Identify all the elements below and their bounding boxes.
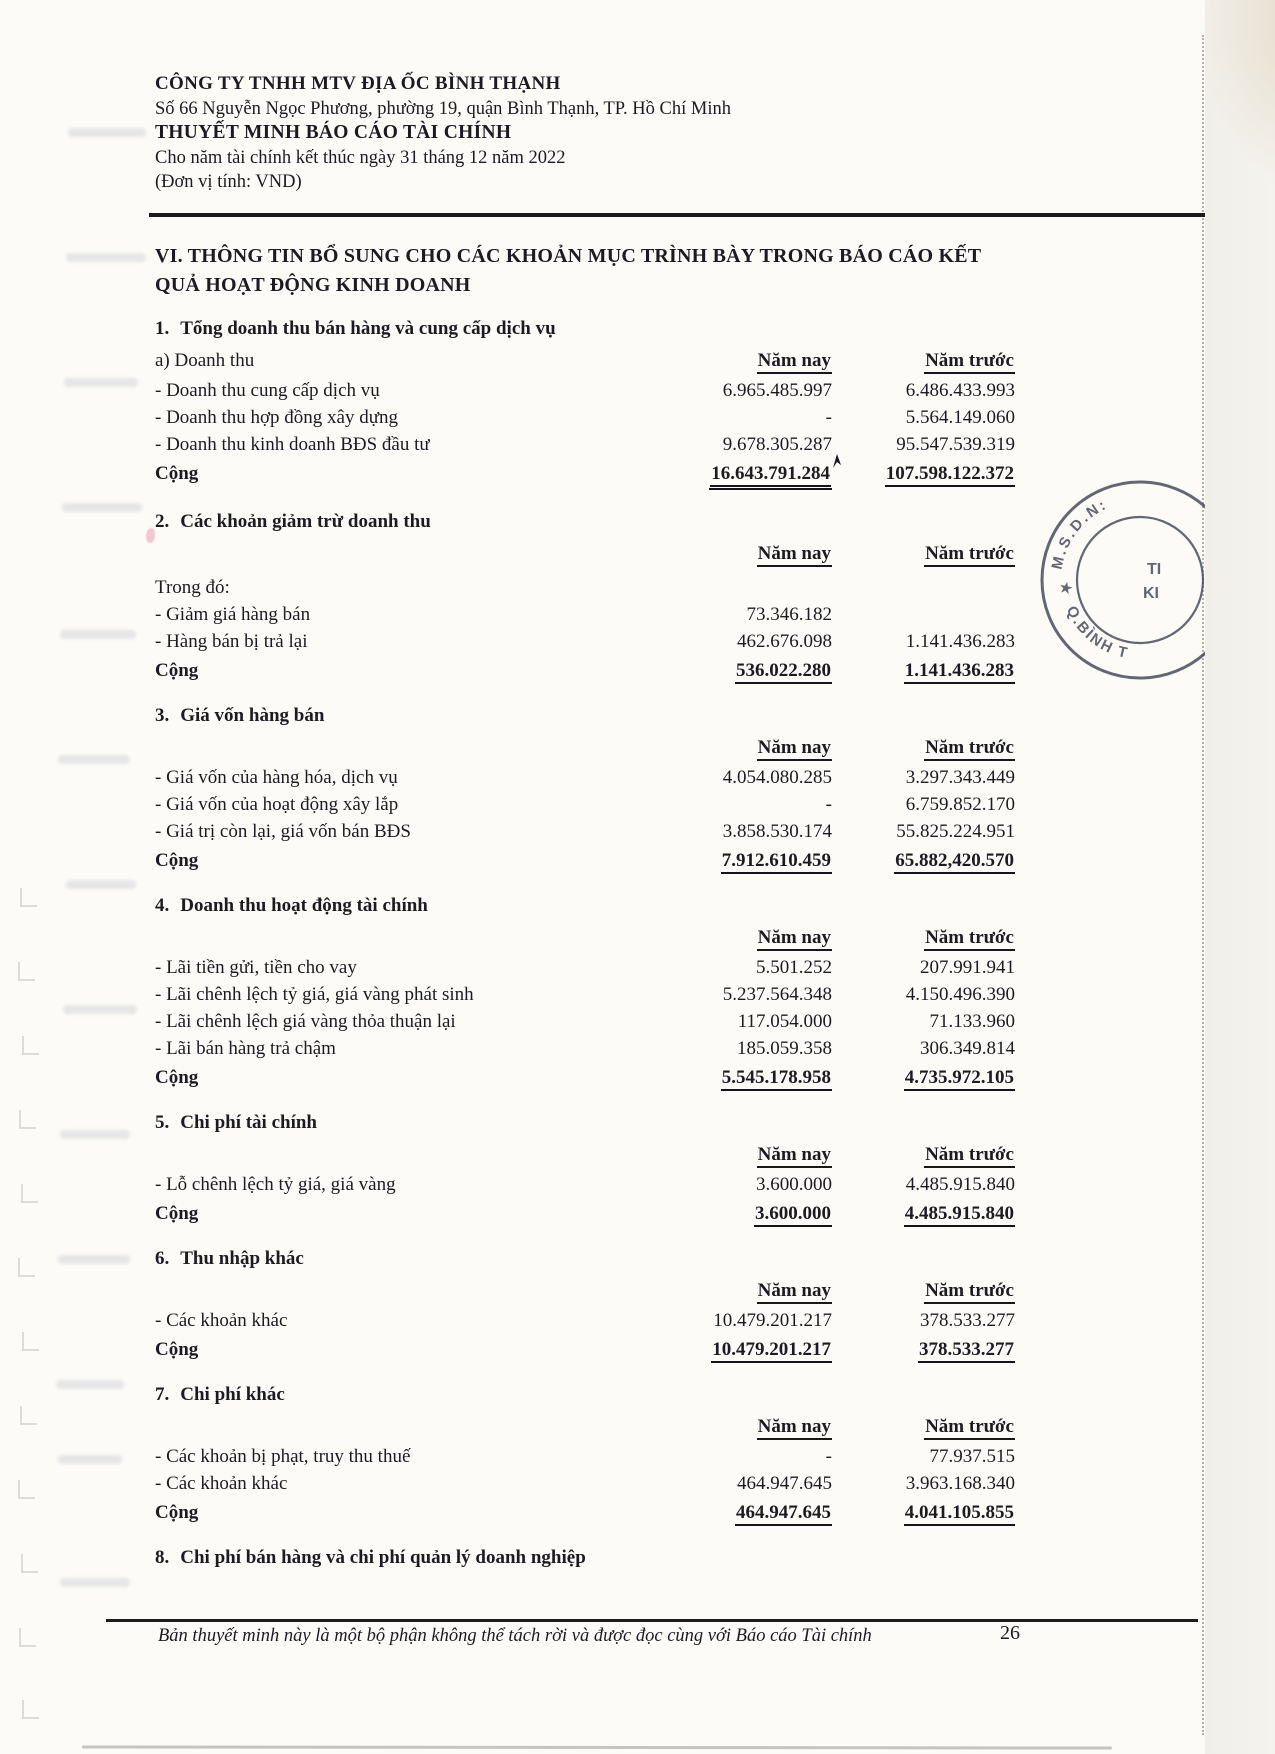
table-row bbox=[155, 764, 1015, 791]
binder-mark bbox=[20, 888, 37, 907]
section-title: Giá vốn hàng bán bbox=[180, 705, 325, 726]
total-row bbox=[155, 657, 1015, 684]
total-prior-value: 107.598.122.372 bbox=[832, 460, 1015, 490]
section-3-heading bbox=[155, 702, 1015, 729]
total-current-value: 7.912.610.459 bbox=[657, 847, 832, 874]
table-row bbox=[155, 1307, 1015, 1334]
section-title: Các khoản giảm trừ doanh thu bbox=[180, 511, 431, 532]
column-header-current: Năm nay bbox=[657, 1413, 832, 1440]
stamp-arc-text-bottom: Q.BÌNH T bbox=[1062, 603, 1131, 663]
row-prior-value: 95.547.539.319 bbox=[896, 434, 1015, 455]
pen-tick-mark-icon bbox=[832, 454, 843, 469]
stamp-arc-text-top: M.S.D.N: bbox=[1048, 495, 1111, 571]
note-label: Trong đó: bbox=[155, 577, 230, 598]
total-prior-value: 4.735.972.105 bbox=[832, 1064, 1015, 1091]
section-title: Thu nhập khác bbox=[180, 1248, 304, 1269]
total-current-value: 16.643.791.284 bbox=[657, 460, 832, 490]
row-label: - Lãi tiền gửi, tiền cho vay bbox=[155, 957, 357, 978]
total-label: Cộng bbox=[155, 1502, 199, 1523]
row-prior-value: 3.297.343.449 bbox=[905, 767, 1015, 788]
currency-unit: (Đơn vị tính: VND) bbox=[155, 172, 302, 192]
table-row bbox=[155, 628, 1015, 655]
total-row bbox=[155, 1200, 1015, 1227]
column-header-row bbox=[155, 347, 1015, 374]
table-row bbox=[155, 431, 1015, 458]
bleed-through-mark bbox=[60, 630, 136, 639]
paper-edge-line bbox=[1202, 35, 1204, 1735]
column-header-current: Năm nay bbox=[657, 540, 832, 567]
column-header-prior: Năm trước bbox=[832, 347, 1015, 374]
section-number: 6. bbox=[155, 1248, 170, 1269]
scanner-shadow-line bbox=[82, 1745, 1112, 1749]
total-current-value: 3.600.000 bbox=[657, 1200, 832, 1227]
row-prior-value: 306.349.814 bbox=[920, 1038, 1015, 1059]
total-label: Cộng bbox=[155, 1339, 199, 1360]
row-current-value: 117.054.000 bbox=[737, 1011, 832, 1032]
bleed-through-mark bbox=[56, 1380, 124, 1389]
binder-mark bbox=[21, 1554, 38, 1573]
total-row bbox=[155, 847, 1015, 874]
row-label: - Doanh thu hợp đồng xây dựng bbox=[155, 407, 399, 428]
column-header-row bbox=[155, 924, 1015, 951]
row-label: - Các khoản khác bbox=[155, 1310, 288, 1331]
row-prior-value: 55.825.224.951 bbox=[896, 821, 1015, 842]
row-label: - Lãi chênh lệch tỷ giá, giá vàng phát sinh bbox=[155, 984, 474, 1005]
section-title: Chi phí tài chính bbox=[180, 1112, 317, 1133]
row-label: - Giảm giá hàng bán bbox=[155, 604, 311, 625]
total-prior-value: 1.141.436.283 bbox=[832, 657, 1015, 684]
table-row bbox=[155, 1443, 1015, 1470]
section-title: Doanh thu hoạt động tài chính bbox=[180, 895, 428, 916]
table-row bbox=[155, 404, 1015, 431]
total-row bbox=[155, 1064, 1015, 1091]
row-current-value: 9.678.305.287 bbox=[722, 434, 832, 455]
bleed-through-mark bbox=[66, 253, 146, 262]
section-5-heading bbox=[155, 1109, 1015, 1136]
binder-mark bbox=[22, 1700, 39, 1719]
bleed-through-mark bbox=[62, 503, 142, 512]
column-header-row bbox=[155, 1141, 1015, 1168]
table-row bbox=[155, 1171, 1015, 1198]
column-header-prior: Năm trước bbox=[832, 924, 1015, 951]
row-label: - Giá vốn của hàng hóa, dịch vụ bbox=[155, 767, 398, 788]
section-1-heading bbox=[155, 315, 1015, 342]
column-header-row bbox=[155, 734, 1015, 761]
row-prior-value bbox=[832, 601, 1015, 628]
row-label: - Lỗ chênh lệch tỷ giá, giá vàng bbox=[155, 1174, 396, 1195]
table-row bbox=[155, 791, 1015, 818]
binder-mark bbox=[18, 1480, 35, 1499]
total-current-value: 464.947.645 bbox=[657, 1499, 832, 1526]
column-header-prior: Năm trước bbox=[832, 1141, 1015, 1168]
row-current-value: - bbox=[825, 1446, 832, 1467]
header-divider bbox=[149, 213, 1205, 217]
section-number: 2. bbox=[155, 511, 170, 532]
row-current-value: 4.054.080.285 bbox=[722, 767, 832, 788]
column-header-prior: Năm trước bbox=[832, 540, 1015, 567]
bleed-through-mark bbox=[63, 1005, 137, 1014]
row-label: - Doanh thu kinh doanh BĐS đầu tư bbox=[155, 434, 430, 455]
footer-note: Bản thuyết minh này là một bộ phận không thể tách rời và được đọc cùng với Báo cáo Tài chính bbox=[158, 1626, 872, 1646]
column-header-current: Năm nay bbox=[657, 734, 832, 761]
row-current-value: - bbox=[825, 407, 832, 428]
total-prior-value: 4.485.915.840 bbox=[832, 1200, 1015, 1227]
table-row bbox=[155, 818, 1015, 845]
row-current-value: 185.059.358 bbox=[737, 1038, 832, 1059]
section-number: 7. bbox=[155, 1384, 170, 1405]
total-prior-value: 4.041.105.855 bbox=[832, 1499, 1015, 1526]
row-label: - Lãi bán hàng trả chậm bbox=[155, 1038, 336, 1059]
row-current-value: 3.858.530.174 bbox=[722, 821, 832, 842]
section-8-heading bbox=[155, 1544, 1015, 1571]
binder-mark bbox=[19, 1628, 36, 1647]
bleed-through-mark bbox=[68, 128, 146, 137]
svg-text:★ bbox=[1058, 581, 1075, 596]
stamp-center-line2: KI bbox=[1143, 585, 1159, 602]
notes-content bbox=[155, 242, 1015, 1571]
row-current-value: 10.479.201.217 bbox=[713, 1310, 832, 1331]
section-number: 4. bbox=[155, 895, 170, 916]
total-label: Cộng bbox=[155, 1067, 199, 1088]
section-vi-title-line1: VI. THÔNG TIN BỔ SUNG CHO CÁC KHOẢN MỤC TRÌNH BÀY TRONG BÁO CÁO KẾT bbox=[155, 245, 982, 267]
binder-mark bbox=[22, 1332, 39, 1351]
total-label: Cộng bbox=[155, 1203, 199, 1224]
row-prior-value: 77.937.515 bbox=[929, 1446, 1015, 1467]
total-row bbox=[155, 1499, 1015, 1526]
company-name: CÔNG TY TNHH MTV ĐỊA ỐC BÌNH THẠNH bbox=[155, 73, 561, 94]
total-prior-value: 378.533.277 bbox=[832, 1336, 1015, 1363]
table-row bbox=[155, 981, 1015, 1008]
section-4-heading bbox=[155, 892, 1015, 919]
bleed-through-mark bbox=[60, 1578, 130, 1587]
total-row bbox=[155, 1336, 1015, 1363]
scan-background-strip bbox=[1205, 0, 1275, 1754]
column-header-row bbox=[155, 1277, 1015, 1304]
row-label: - Các khoản khác bbox=[155, 1473, 288, 1494]
section-title: Chi phí bán hàng và chi phí quản lý doanh nghiệp bbox=[180, 1547, 586, 1568]
total-prior-value: 65.882,420.570 bbox=[832, 847, 1015, 874]
binder-mark bbox=[18, 962, 35, 981]
table-row bbox=[155, 601, 1015, 628]
column-header-current: Năm nay bbox=[657, 1277, 832, 1304]
row-current-value: 6.965.485.997 bbox=[722, 380, 832, 401]
bleed-through-mark bbox=[58, 755, 130, 764]
row-current-value: - bbox=[825, 794, 832, 815]
stamp-center-line1: TI bbox=[1147, 561, 1162, 578]
row-prior-value: 6.759.852.170 bbox=[905, 794, 1015, 815]
row-current-value: 464.947.645 bbox=[737, 1473, 832, 1494]
binder-mark bbox=[22, 1036, 39, 1055]
footer-divider bbox=[106, 1619, 1198, 1622]
company-seal-stamp bbox=[1025, 452, 1205, 700]
section-vi-title-line2: QUẢ HOẠT ĐỘNG KINH DOANH bbox=[155, 274, 471, 296]
row-prior-value: 4.485.915.840 bbox=[905, 1174, 1015, 1195]
company-address: Số 66 Nguyễn Ngọc Phương, phường 19, quận Bình Thạnh, TP. Hồ Chí Minh bbox=[155, 98, 731, 119]
row-prior-value: 71.133.960 bbox=[929, 1011, 1015, 1032]
row-label: - Giá vốn của hoạt động xây lắp bbox=[155, 794, 399, 815]
table-row bbox=[155, 1008, 1015, 1035]
column-header-prior: Năm trước bbox=[832, 734, 1015, 761]
row-current-value: 5.501.252 bbox=[756, 957, 832, 978]
section-title: Chi phí khác bbox=[180, 1384, 285, 1405]
section-number: 5. bbox=[155, 1112, 170, 1133]
table-row bbox=[155, 377, 1015, 404]
bleed-through-mark bbox=[58, 1455, 122, 1464]
row-current-value: 73.346.182 bbox=[746, 604, 832, 625]
note-row bbox=[155, 574, 1015, 601]
stamp-star: ★ bbox=[1057, 580, 1076, 596]
row-label: - Doanh thu cung cấp dịch vụ bbox=[155, 380, 380, 401]
column-header-current: Năm nay bbox=[657, 924, 832, 951]
row-prior-value: 378.533.277 bbox=[920, 1310, 1015, 1331]
binder-mark bbox=[20, 1406, 37, 1425]
section-7-heading bbox=[155, 1381, 1015, 1408]
report-header bbox=[155, 72, 1055, 195]
total-label: Cộng bbox=[155, 850, 199, 871]
section-6-heading bbox=[155, 1245, 1015, 1272]
total-current-value: 536.022.280 bbox=[657, 657, 832, 684]
total-label: Cộng bbox=[155, 660, 199, 681]
row-label: - Hàng bán bị trả lại bbox=[155, 631, 308, 652]
column-header-prior: Năm trước bbox=[832, 1413, 1015, 1440]
row-prior-value: 4.150.496.390 bbox=[905, 984, 1015, 1005]
section-subtitle: a) Doanh thu bbox=[155, 350, 255, 371]
bleed-through-mark bbox=[64, 378, 138, 387]
row-prior-value: 6.486.433.993 bbox=[905, 380, 1015, 401]
ink-speck bbox=[146, 528, 155, 543]
section-number: 3. bbox=[155, 705, 170, 726]
binder-mark bbox=[21, 1184, 38, 1203]
section-number: 8. bbox=[155, 1547, 170, 1568]
row-current-value: 3.600.000 bbox=[756, 1174, 832, 1195]
row-prior-value: 5.564.149.060 bbox=[905, 407, 1015, 428]
total-row bbox=[155, 460, 1015, 490]
section-number: 1. bbox=[155, 318, 170, 339]
total-current-value: 10.479.201.217 bbox=[657, 1336, 832, 1363]
fiscal-period: Cho năm tài chính kết thúc ngày 31 tháng 12 năm 2022 bbox=[155, 147, 566, 168]
total-label: Cộng bbox=[155, 463, 199, 484]
table-row bbox=[155, 954, 1015, 981]
row-prior-value: 3.963.168.340 bbox=[905, 1473, 1015, 1494]
row-prior-value: 1.141.436.283 bbox=[905, 631, 1015, 652]
row-label: - Lãi chênh lệch giá vàng thỏa thuận lại bbox=[155, 1011, 456, 1032]
section-title: Tổng doanh thu bán hàng và cung cấp dịch vụ bbox=[180, 318, 556, 339]
row-prior-value: 207.991.941 bbox=[920, 957, 1015, 978]
column-header-row bbox=[155, 1413, 1015, 1440]
page-number: 26 bbox=[1000, 1622, 1020, 1644]
row-current-value: 462.676.098 bbox=[737, 631, 832, 652]
bleed-through-mark bbox=[58, 1255, 130, 1264]
column-header-current: Năm nay bbox=[657, 347, 832, 374]
column-header-prior: Năm trước bbox=[832, 1277, 1015, 1304]
column-header-current: Năm nay bbox=[657, 1141, 832, 1168]
binder-mark bbox=[18, 1258, 35, 1277]
column-header-row bbox=[155, 540, 1015, 567]
bleed-through-mark bbox=[66, 880, 136, 889]
row-current-value: 5.237.564.348 bbox=[722, 984, 832, 1005]
row-label: - Các khoản bị phạt, truy thu thuế bbox=[155, 1446, 411, 1467]
section-2-heading bbox=[155, 508, 1015, 535]
total-current-value: 5.545.178.958 bbox=[657, 1064, 832, 1091]
table-row bbox=[155, 1470, 1015, 1497]
section-vi-title bbox=[155, 242, 1015, 300]
binder-mark bbox=[19, 1110, 36, 1129]
document-title: THUYẾT MINH BÁO CÁO TÀI CHÍNH bbox=[155, 122, 512, 143]
table-row bbox=[155, 1035, 1015, 1062]
bleed-through-mark bbox=[60, 1130, 130, 1139]
row-label: - Giá trị còn lại, giá vốn bán BĐS bbox=[155, 821, 411, 842]
